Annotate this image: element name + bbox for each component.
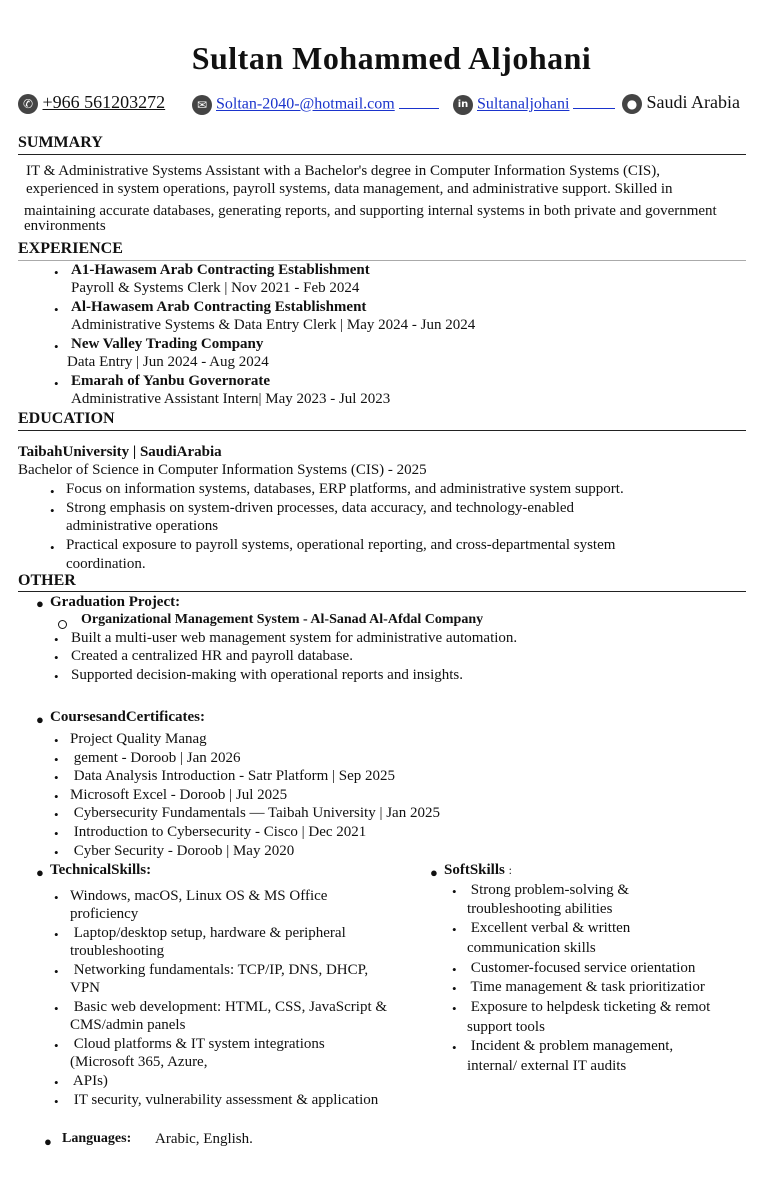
technical-heading: TechnicalSkills: xyxy=(50,862,152,878)
email-link[interactable]: Soltan-2040-@hotmail.com xyxy=(216,95,395,113)
technical-line: CMS/admin panels xyxy=(70,1017,186,1033)
mail-icon: ✉ xyxy=(192,95,212,115)
bullet-icon: • xyxy=(452,962,457,977)
bullet-icon: • xyxy=(54,964,59,979)
location-contact xyxy=(622,92,740,114)
bullet-icon: • xyxy=(54,927,59,942)
bullet-icon: • xyxy=(54,890,59,905)
bullet-icon: • xyxy=(54,302,59,317)
experience-role: Payroll & Systems Clerk | Nov 2021 - Feb 2024 xyxy=(71,280,360,296)
bullet-icon: • xyxy=(54,807,59,822)
experience-company: Emarah of Yanbu Governorate xyxy=(71,373,271,389)
bullet-icon: • xyxy=(54,845,59,860)
education-degree: Bachelor of Science in Computer Information Systems (CIS) - 2025 xyxy=(18,462,427,478)
education-rule xyxy=(18,430,746,431)
experience-rule xyxy=(18,260,746,261)
soft-line: Strong problem-solving & xyxy=(467,882,630,898)
bullet-icon: • xyxy=(54,650,59,665)
soft-heading-text: SoftSkills xyxy=(444,862,505,878)
graduation-point: Supported decision-making with operational reports and insights. xyxy=(71,667,464,683)
bullet-icon: • xyxy=(54,376,59,391)
course-item: Microsoft Excel - Doroob | Jul 2025 xyxy=(70,787,288,803)
candidate-name: Sultan Mohammed Aljohani xyxy=(191,40,592,76)
bullet-icon: ● xyxy=(36,712,44,727)
technical-line: Windows, macOS, Linux OS & MS Office xyxy=(70,888,328,904)
graduation-point: Created a centralized HR and payroll database. xyxy=(71,648,353,664)
bullet-icon: • xyxy=(452,981,457,996)
soft-heading-colon: : xyxy=(508,863,512,877)
soft-line: support tools xyxy=(467,1019,545,1035)
education-heading: EDUCATION xyxy=(18,410,115,427)
bullet-icon: • xyxy=(54,770,59,785)
soft-line: Customer-focused service orientation xyxy=(467,960,696,976)
summary-line: environments xyxy=(24,218,106,234)
bullet-icon: • xyxy=(50,484,55,499)
bullet-icon: • xyxy=(452,922,457,937)
soft-line: Exposure to helpdesk ticketing & remot xyxy=(467,999,711,1015)
bullet-icon: ● xyxy=(430,865,438,880)
education-point: Practical exposure to payroll systems, operational reporting, and cross-departmental system xyxy=(66,537,616,553)
bullet-icon: ● xyxy=(36,865,44,880)
bullet-icon: • xyxy=(54,265,59,280)
soft-heading xyxy=(444,862,512,879)
bullet-icon: • xyxy=(54,669,59,684)
bullet-icon: • xyxy=(54,789,59,804)
technical-line: troubleshooting xyxy=(70,943,165,959)
soft-line: Time management & task prioritizatior xyxy=(467,979,705,995)
technical-line: IT security, vulnerability assessment & application xyxy=(70,1092,379,1108)
soft-line: internal/ external IT audits xyxy=(467,1058,627,1074)
bullet-icon: • xyxy=(54,632,59,647)
email-contact xyxy=(192,95,439,115)
courses-heading: CoursesandCertificates: xyxy=(50,709,205,725)
technical-line: Basic web development: HTML, CSS, JavaScript & xyxy=(70,999,388,1015)
graduation-project: Organizational Management System - Al-Sanad Al-Afdal Company xyxy=(81,612,484,627)
bullet-icon: • xyxy=(54,1001,59,1016)
course-item: gement - Doroob | Jan 2026 xyxy=(70,750,241,766)
education-point: Strong emphasis on system-driven processes, data accuracy, and technology-enabled xyxy=(66,500,575,516)
bullet-icon: ● xyxy=(36,596,44,611)
bullet-icon: • xyxy=(54,752,59,767)
bullet-icon: • xyxy=(54,733,59,748)
experience-heading: EXPERIENCE xyxy=(18,240,123,257)
graduation-point: Built a multi-user web management system for administrative automation. xyxy=(71,630,518,646)
bullet-icon: • xyxy=(452,1001,457,1016)
summary-rule xyxy=(18,154,746,155)
technical-line: (Microsoft 365, Azure, xyxy=(70,1054,208,1070)
languages-value: Arabic, English. xyxy=(155,1131,253,1147)
bullet-icon: • xyxy=(54,1075,59,1090)
course-item: Cybersecurity Fundamentals — Taibah University | Jan 2025 xyxy=(70,805,440,821)
bullet-icon: • xyxy=(452,884,457,899)
other-heading: OTHER xyxy=(18,572,76,589)
soft-line: troubleshooting abilities xyxy=(467,901,613,917)
graduation-heading: Graduation Project: xyxy=(50,594,181,610)
course-item: Cyber Security - Doroob | May 2020 xyxy=(70,843,295,859)
experience-company: Al-Hawasem Arab Contracting Establishment xyxy=(71,299,367,315)
education-school: TaibahUniversity | SaudiArabia xyxy=(18,444,222,460)
technical-line: Cloud platforms & IT system integrations xyxy=(70,1036,325,1052)
technical-line: VPN xyxy=(70,980,101,996)
phone-icon: ✆ xyxy=(18,94,38,114)
technical-line: Networking fundamentals: TCP/IP, DNS, DHCP, xyxy=(70,962,369,978)
location-text: Saudi Arabia xyxy=(646,92,740,112)
bullet-icon: • xyxy=(54,339,59,354)
summary-line: experienced in system operations, payroll systems, data management, and administrative support. Skilled in xyxy=(26,181,673,197)
soft-line: Excellent verbal & written xyxy=(467,920,631,936)
bullet-icon: • xyxy=(452,1040,457,1055)
phone-contact xyxy=(18,92,165,114)
linkedin-icon: in xyxy=(453,95,473,115)
education-point: Focus on information systems, databases, ERP platforms, and administrative system support. xyxy=(66,481,624,497)
education-point: coordination. xyxy=(66,556,146,572)
soft-line: Incident & problem management, xyxy=(467,1038,674,1054)
course-item: Project Quality Manag xyxy=(70,731,207,747)
education-point: administrative operations xyxy=(66,518,219,534)
linkedin-link[interactable]: Sultanaljohani xyxy=(477,95,570,113)
bullet-icon: • xyxy=(54,1038,59,1053)
bullet-icon: • xyxy=(54,1094,59,1109)
phone-number[interactable]: +966 561203272 xyxy=(42,92,166,112)
course-item: Introduction to Cybersecurity - Cisco | Dec 2021 xyxy=(70,824,367,840)
technical-line: proficiency xyxy=(70,906,139,922)
linkedin-contact xyxy=(453,95,615,115)
experience-role: Administrative Assistant Intern| May 2023 - Jul 2023 xyxy=(71,391,391,407)
bullet-icon: ● xyxy=(44,1134,52,1149)
bullet-icon: • xyxy=(50,503,55,518)
summary-line: maintaining accurate databases, generating reports, and supporting internal systems in both private and government xyxy=(24,203,717,219)
technical-line: Laptop/desktop setup, hardware & peripheral xyxy=(70,925,346,941)
location-pin-icon: ● xyxy=(622,94,642,114)
bullet-icon: • xyxy=(54,826,59,841)
technical-line: APIs) xyxy=(70,1073,108,1089)
experience-company: A1-Hawasem Arab Contracting Establishment xyxy=(71,262,370,278)
circle-bullet-icon xyxy=(58,616,67,634)
experience-role: Administrative Systems & Data Entry Clerk | May 2024 - Jun 2024 xyxy=(71,317,476,333)
languages-label: Languages: xyxy=(62,1131,132,1146)
course-item: Data Analysis Introduction - Satr Platform | Sep 2025 xyxy=(70,768,396,784)
soft-line: communication skills xyxy=(467,940,596,956)
summary-line: IT & Administrative Systems Assistant with a Bachelor's degree in Computer Information Systems (CIS), xyxy=(26,163,661,179)
experience-company: New Valley Trading Company xyxy=(71,336,264,352)
summary-heading: SUMMARY xyxy=(18,134,103,151)
experience-role: Data Entry | Jun 2024 - Aug 2024 xyxy=(67,354,269,370)
bullet-icon: • xyxy=(50,540,55,555)
other-rule xyxy=(18,591,746,592)
